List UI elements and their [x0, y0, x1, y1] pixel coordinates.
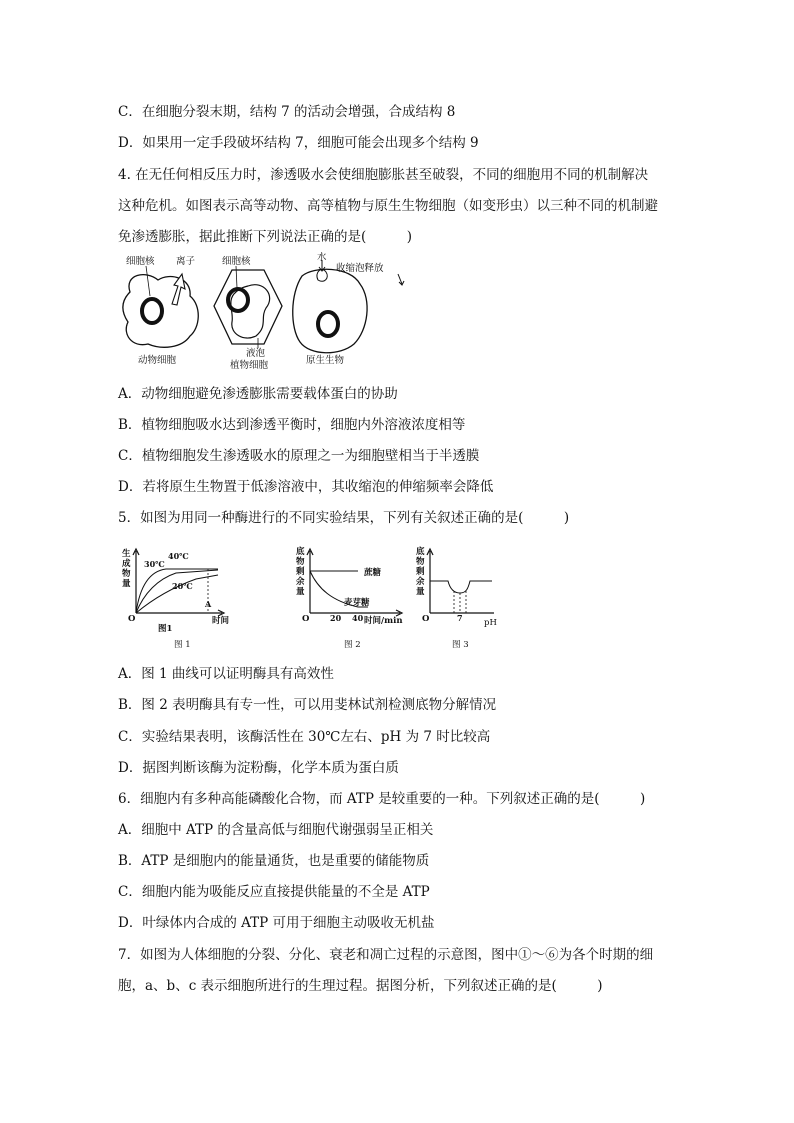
question-7-line2: 胞，a、b、c 表示细胞所进行的生理过程。据图分析，下列叙述正确的是( ) — [118, 978, 603, 994]
enzyme-fig1 — [128, 549, 230, 650]
fig1-tick-a: A — [205, 599, 212, 609]
plant-caption: 植物细胞 — [230, 360, 269, 371]
option-5d: D．据图判断该酶为淀粉酶，化学本质为蛋白质 — [118, 760, 399, 776]
fig2-label-sucrose: 蔗糖 — [364, 568, 382, 578]
fig2-xlabel: 时间/min — [364, 616, 403, 626]
option-5b: B．图 2 表明酶具有专一性，可以用斐林试剂检测底物分解情况 — [118, 697, 497, 713]
question-6: 6．细胞内有多种高能磷酸化合物，而 ATP 是较重要的一种。下列叙述正确的是( ) — [118, 791, 646, 807]
fig1-caption: 图 1 — [174, 640, 191, 650]
enzyme-fig2 — [302, 549, 403, 650]
fig1-label-40: 40℃ — [168, 551, 189, 561]
fig2-ylabel: 底物剩余量 — [296, 547, 305, 597]
fig1-label-20: 20℃ — [172, 581, 193, 591]
option-5a: A．图 1 曲线可以证明酶具有高效性 — [118, 666, 334, 682]
option-6b: B．ATP 是细胞内的能量通货，也是重要的储能物质 — [118, 853, 430, 869]
option-6d: D．叶绿体内合成的 ATP 可用于细胞主动吸收无机盐 — [118, 915, 435, 931]
animal-nucleus-label: 细胞核 — [126, 256, 155, 267]
fig2-label-maltose: 麦芽糖 — [344, 598, 370, 608]
option-6c: C．细胞内能为吸能反应直接提供能量的不全是 ATP — [118, 884, 430, 900]
question-4-line2: 这种危机。如图表示高等动物、高等植物与原生生物细胞（如变形虫）以三种不同的机制避 — [118, 198, 658, 214]
fig2-origin: O — [302, 614, 310, 624]
cell-mechanism-figure — [118, 252, 418, 372]
fig2-tick-20: 20 — [330, 613, 342, 623]
enzyme-fig3 — [422, 549, 497, 650]
fig2-caption: 图 2 — [344, 640, 361, 650]
plant-nucleus-label: 细胞核 — [222, 256, 251, 267]
enzyme-figures-svg — [118, 545, 508, 653]
option-5c: C．实验结果表明，该酶活性在 30℃左右、pH 为 7 时比较高 — [118, 729, 491, 745]
fig1-origin: O — [128, 614, 136, 624]
protist-caption: 原生生物 — [306, 355, 345, 366]
fig2-tick-40: 40 — [352, 613, 364, 623]
fig1-xlabel: 时间 — [212, 616, 230, 626]
fig1-inner-caption: 图1 — [158, 624, 173, 634]
release-label: 收缩泡释放 — [336, 263, 384, 274]
ion-label: 离子 — [176, 256, 196, 267]
fig1-label-30: 30℃ — [144, 559, 165, 569]
option-4c: C．植物细胞发生渗透吸水的原理之一为细胞壁相当于半透膜 — [118, 448, 480, 464]
protist-nucleus — [318, 312, 338, 336]
question-4-line3: 免渗透膨胀，据此推断下列说法正确的是( ) — [118, 229, 413, 245]
fig1-ylabel: 生成物量 — [122, 549, 131, 589]
option-3d: D．如果用一定手段破坏结构 7，细胞可能会出现多个结构 9 — [118, 135, 479, 151]
curve-ph — [430, 581, 492, 593]
fig3-caption: 图 3 — [452, 640, 469, 650]
vacuole-label: 液泡 — [246, 348, 266, 359]
option-3c: C．在细胞分裂末期，结构 7 的活动会增强，合成结构 8 — [118, 104, 456, 120]
option-4b: B．植物细胞吸水达到渗透平衡时，细胞内外溶液浓度相等 — [118, 417, 466, 433]
animal-caption: 动物细胞 — [138, 355, 177, 366]
question-7-line1: 7．如图为人体细胞的分裂、分化、衰老和凋亡过程的示意图，图中①～⑥为各个时期的细 — [118, 947, 654, 963]
question-5: 5．如图为用同一种酶进行的不同实验结果，下列有关叙述正确的是( ) — [118, 510, 570, 526]
water-label: 水 — [317, 252, 327, 263]
question-4-line1: 4. 在无任何相反压力时，渗透吸水会使细胞膨胀甚至破裂，不同的细胞用不同的机制解决 — [118, 167, 649, 183]
cell-mechanism-svg — [118, 252, 418, 372]
ion-arrow — [172, 274, 185, 305]
fig3-tick-7: 7 — [457, 613, 463, 623]
animal-nucleus — [142, 299, 162, 323]
fig3-ylabel: 底物剩余量 — [416, 547, 425, 597]
option-6a: A．细胞中 ATP 的含量高低与细胞代谢强弱呈正相关 — [118, 822, 434, 838]
option-4d: D．若将原生生物置于低渗溶液中，其收缩泡的伸缩频率会降低 — [118, 479, 494, 495]
fig3-xlabel: pH — [484, 618, 497, 628]
fig3-origin: O — [422, 614, 430, 624]
option-4a: A．动物细胞避免渗透膨胀需要载体蛋白的协助 — [118, 386, 398, 402]
enzyme-figures — [118, 545, 508, 653]
